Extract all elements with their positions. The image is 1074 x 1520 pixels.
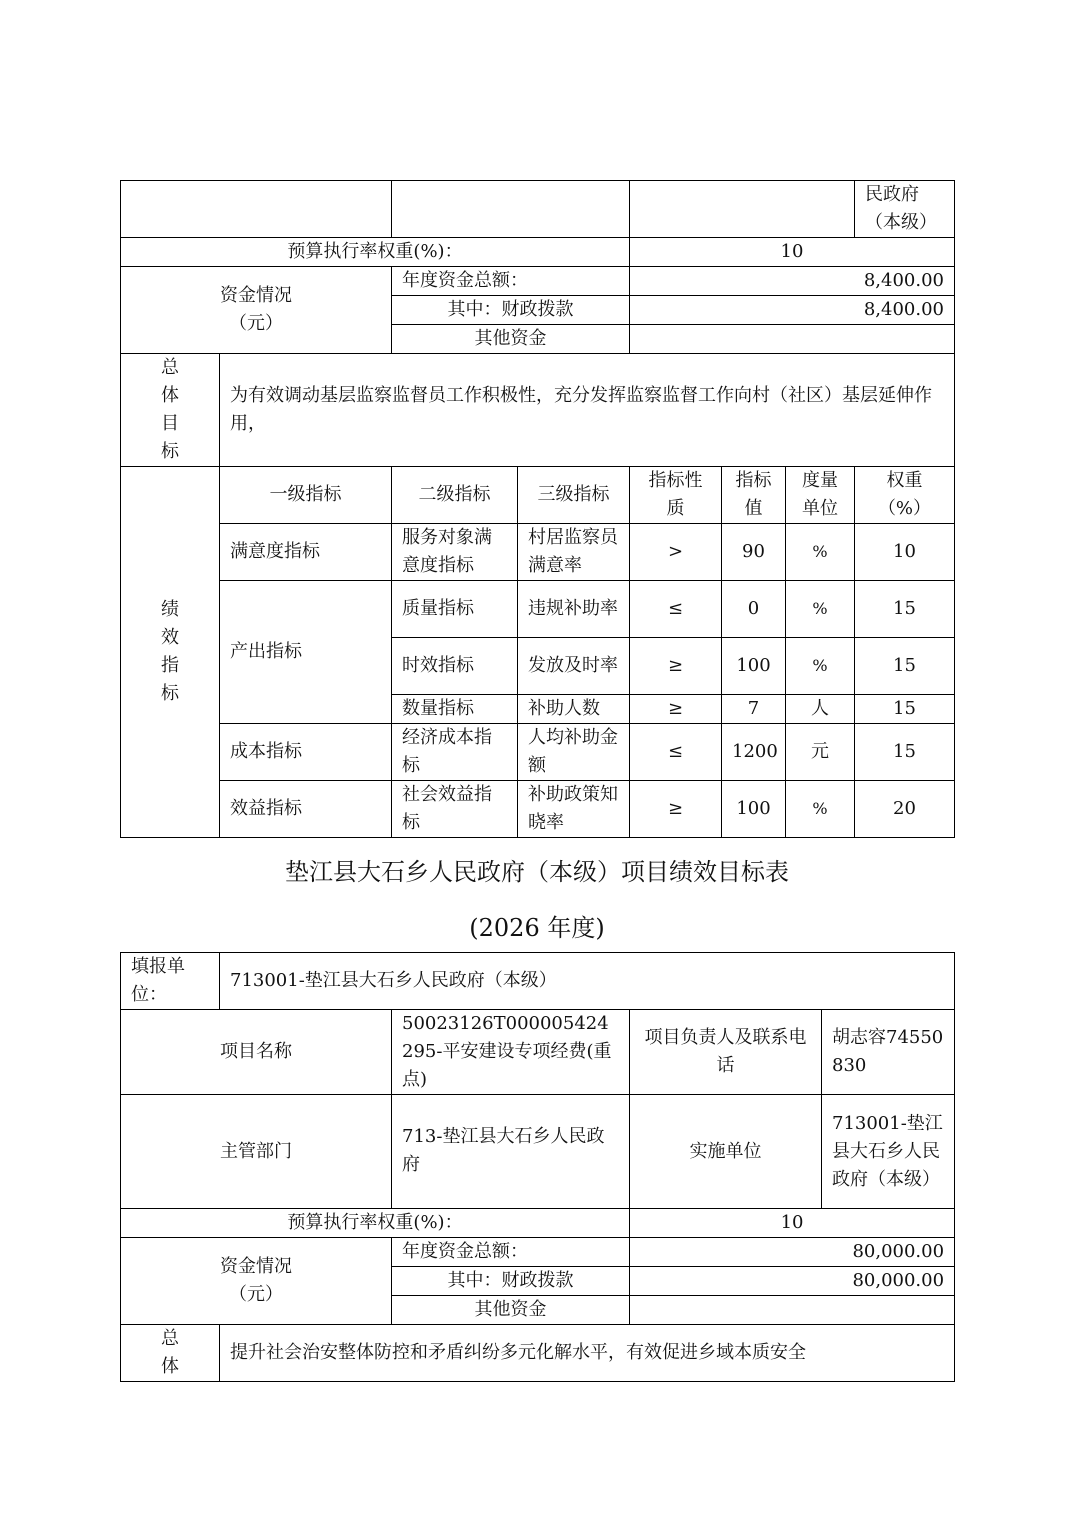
weight-cell: 15 [855,695,955,724]
nature-cell: ≤ [630,581,722,638]
level2-cell: 质量指标 [392,581,518,638]
weight-cell: 20 [855,781,955,838]
level2-cell: 服务对象满意度指标 [392,524,518,581]
year-subtitle: (2026 年度) [469,914,605,942]
other-funds-label: 其他资金 [392,325,630,354]
funds-label: 资金情况（元） [121,1238,392,1325]
value-cell: 0 [722,581,786,638]
unit-cell: % [786,781,855,838]
header-level3: 三级指标 [518,467,630,524]
fill-unit-value: 713001-垫江县大石乡人民政府（本级） [220,953,955,1010]
unit-cell: 元 [786,724,855,781]
value-cell: 1200 [722,724,786,781]
goal-label: 总 体 [121,1325,220,1382]
level3-cell: 补助政策知晓率 [518,781,630,838]
budget-weight-value: 10 [630,238,955,267]
fiscal-value: 80,000.00 [630,1267,955,1296]
level2-cell: 数量指标 [392,695,518,724]
goal-text: 提升社会治安整体防控和矛盾纠纷多元化解水平，有效促进乡域本质安全 [220,1325,955,1382]
project-name-label: 项目名称 [121,1010,392,1095]
annual-total-value: 80,000.00 [630,1238,955,1267]
header-level1: 一级指标 [220,467,392,524]
level2-cell: 社会效益指标 [392,781,518,838]
header-unit: 度量单位 [786,467,855,524]
header-value: 指标值 [722,467,786,524]
weight-cell: 15 [855,638,955,695]
table-row [121,724,955,781]
impl-unit-tail: 民政府（本级） [855,181,955,238]
level3-cell: 村居监察员满意率 [518,524,630,581]
level3-cell: 发放及时率 [518,638,630,695]
fiscal-label: 其中：财政拨款 [392,296,630,325]
header-weight: 权重（%） [855,467,955,524]
weight-cell: 15 [855,581,955,638]
level1-cell: 成本指标 [220,724,392,781]
funds-label: 资金情况（元） [121,267,392,354]
value-cell: 100 [722,638,786,695]
annual-total-label: 年度资金总额： [392,1238,630,1267]
value-cell: 90 [722,524,786,581]
page-title: 垫江县大石乡人民政府（本级）项目绩效目标表 [285,858,789,886]
cell-blank [121,181,392,238]
project-name-value: 50023126T000005424295-平安建设专项经费(重点) [392,1010,630,1095]
value-cell: 100 [722,781,786,838]
impl-value: 713001-垫江县大石乡人民政府（本级） [822,1095,955,1209]
other-funds-value [630,1296,955,1325]
annual-total-label: 年度资金总额： [392,267,630,296]
manager-value: 胡志容74550830 [822,1010,955,1095]
level1-cell: 效益指标 [220,781,392,838]
performance-table-2 [120,952,955,1382]
header-nature: 指标性质 [630,467,722,524]
level2-cell: 时效指标 [392,638,518,695]
fiscal-value: 8,400.00 [630,296,955,325]
other-funds-value [630,325,955,354]
weight-cell: 10 [855,524,955,581]
perf-label: 绩 效 指 标 [121,467,220,838]
value-cell: 7 [722,695,786,724]
nature-cell: ≥ [630,781,722,838]
table-row [121,524,955,581]
unit-cell: % [786,581,855,638]
goal-label: 总 体 目 标 [121,354,220,467]
level1-cell: 产出指标 [220,581,392,724]
annual-total-value: 8,400.00 [630,267,955,296]
unit-cell: 人 [786,695,855,724]
level3-cell: 违规补助率 [518,581,630,638]
nature-cell: > [630,524,722,581]
level1-cell: 满意度指标 [220,524,392,581]
unit-cell: % [786,524,855,581]
cell-blank [392,181,630,238]
unit-cell: % [786,638,855,695]
budget-weight-value: 10 [630,1209,955,1238]
fiscal-label: 其中：财政拨款 [392,1267,630,1296]
table-row [121,781,955,838]
budget-weight-label: 预算执行率权重(%)： [121,1209,630,1238]
manager-label: 项目负责人及联系电话 [630,1010,822,1095]
other-funds-label: 其他资金 [392,1296,630,1325]
budget-weight-label: 预算执行率权重(%)： [121,238,630,267]
header-level2: 二级指标 [392,467,518,524]
level3-cell: 人均补助金额 [518,724,630,781]
goal-text: 为有效调动基层监察监督员工作积极性，充分发挥监察监督工作向村（社区）基层延伸作用， [220,354,955,467]
weight-cell: 15 [855,724,955,781]
nature-cell: ≥ [630,695,722,724]
level3-cell: 补助人数 [518,695,630,724]
nature-cell: ≥ [630,638,722,695]
performance-table-1 [120,180,955,838]
dept-label: 主管部门 [121,1095,392,1209]
impl-label: 实施单位 [630,1095,822,1209]
cell-blank [630,181,855,238]
fill-unit-label: 填报单位： [121,953,220,1010]
dept-value: 713-垫江县大石乡人民政府 [392,1095,630,1209]
nature-cell: ≤ [630,724,722,781]
table-row [121,581,955,638]
level2-cell: 经济成本指标 [392,724,518,781]
